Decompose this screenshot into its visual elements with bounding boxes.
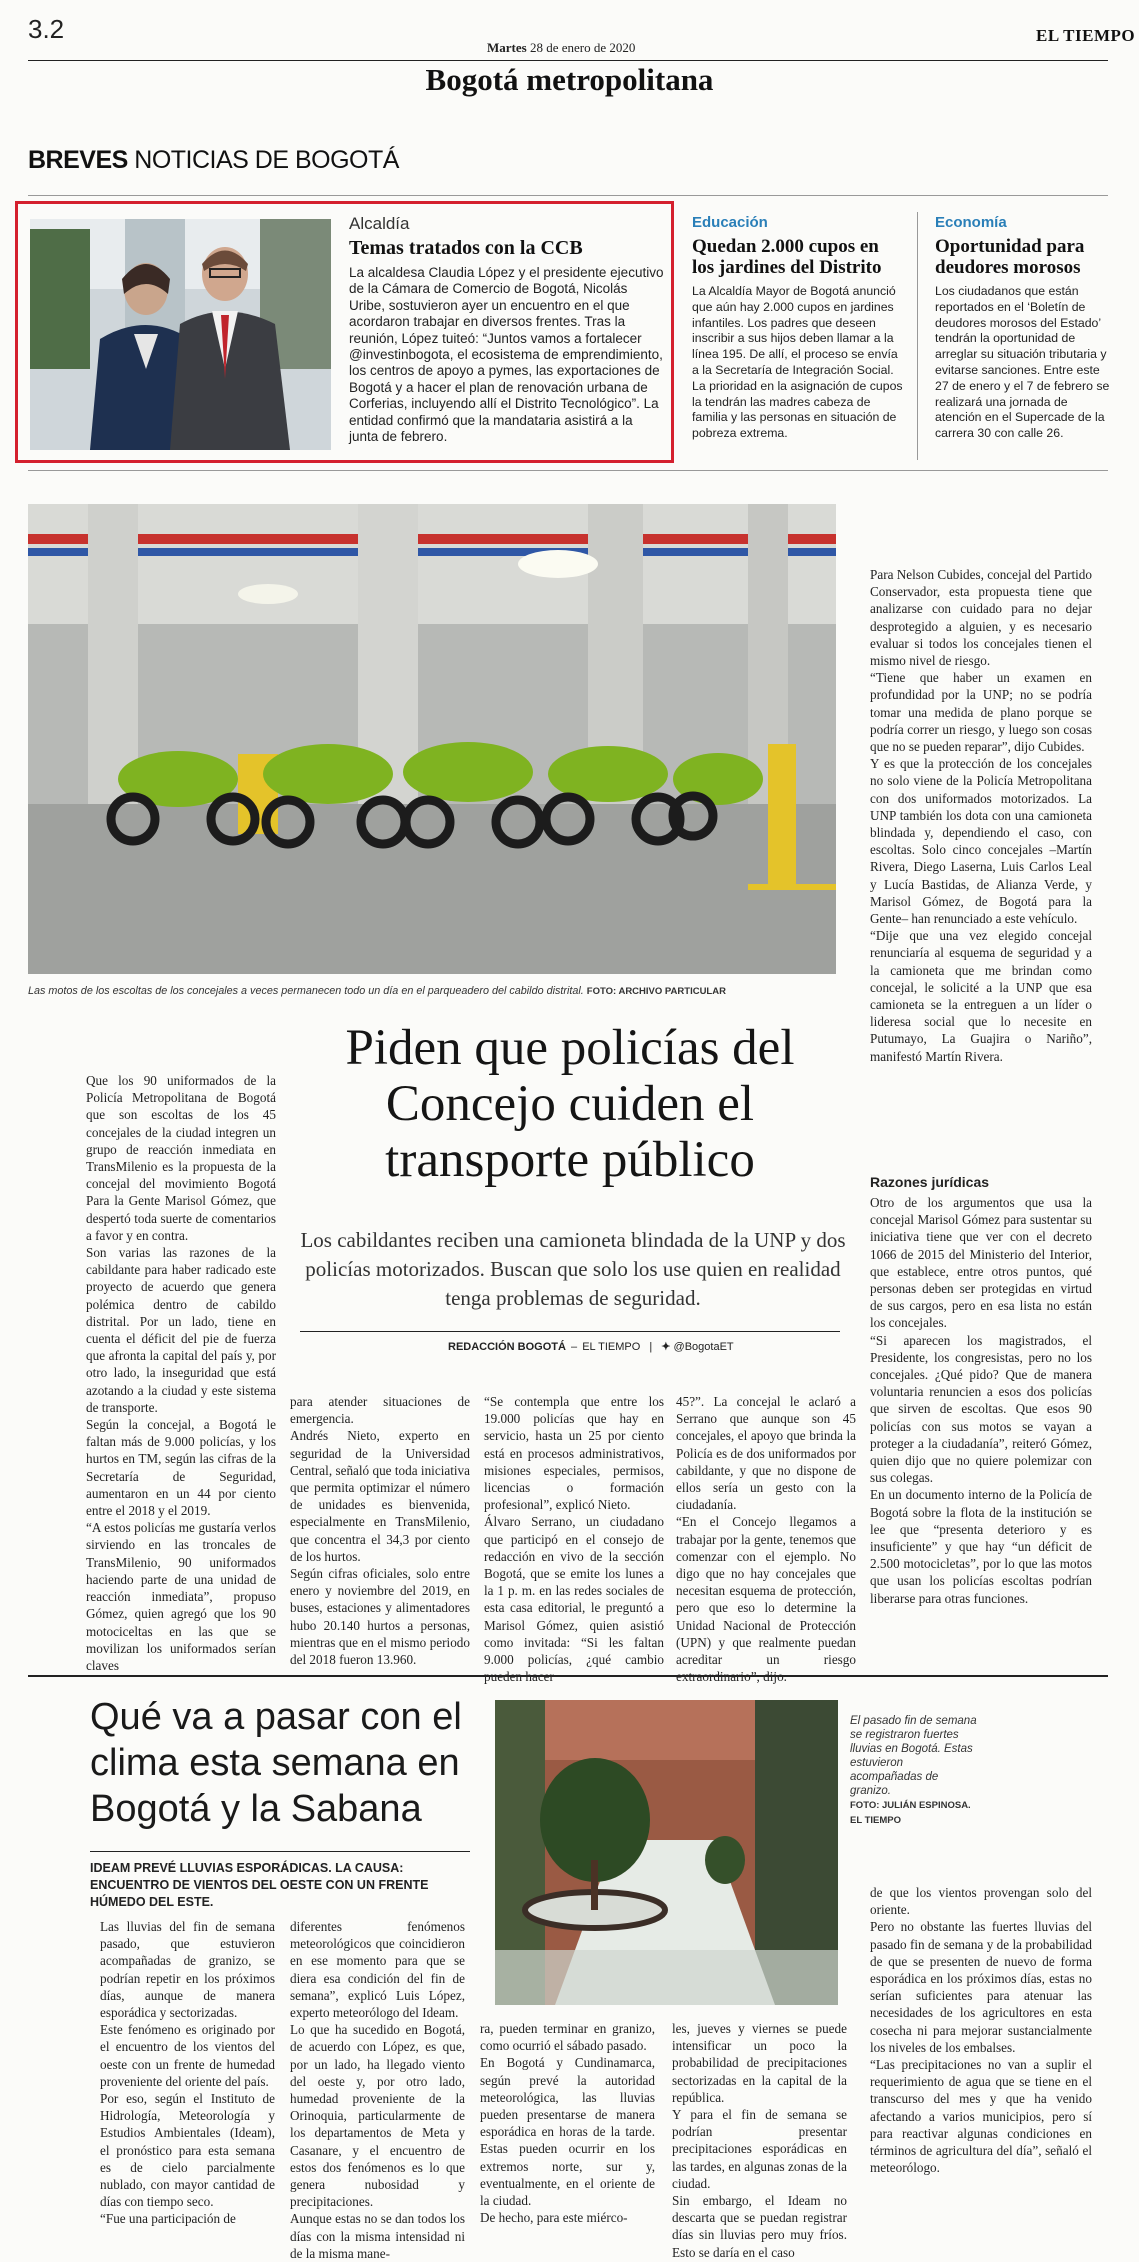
weather-photo-caption-text: El pasado fin de semana se registraron fuertes lluvias en Bogotá. Estas estuvieron acompañadas de granizo.	[850, 1715, 977, 1797]
main-col-d: 45?”. La concejal le aclaró a Serrano que aunque son 45 concejales, el apoyo que brinda la Policía es de dos uniformados por cabildante, y que no dispone de ellos sería un gesto con la ciudadanía. “En el Concejo llegamos a trabajar por la gente, tenemos que comenzar con el ejemplo. No digo que no hay concejales que necesitan esquema de protección, pero que eso lo determine la Unidad Nacional de Protección (UPN) y que realmente puedan acreditar un riesgo	[676, 1394, 856, 1668]
brief-alcaldia-section: Alcaldía	[349, 214, 410, 233]
main-photo-caption-text: Las motos de los escoltas de los concejales a veces permanecen todo un día en el parqueadero del cabildo distrital.	[28, 985, 584, 997]
breves-rule	[28, 195, 1108, 196]
brief-alcaldia-body: La alcaldesa Claudia López y el presidente ejecutivo de la Cámara de Comercio de Bogotá, Nicolás Uribe, sostuvieron ayer un encuentro en el que acordaron trabajar en diversos frentes. Tras la reunión, López tuiteó: “Juntos vamos a fortalecer @investinbogota, el ecosistema de emprendimiento, los centros de apoyo a pymes, las exportaciones de Bogotá y a hacer el plan de renovación urbana de Corferias, incluyendo allí el Distrito Tecnológico”. La entidad confirmó que la mandataria asistirá a la junta de febrero.	[349, 265, 664, 445]
brief-economia-title: Oportunidad para deudores morosos	[935, 236, 1085, 278]
main-col-right-top: Para Nelson Cubides, concejal del Partido Conservador, esta propuesta tiene que analizarse con cuidado para no dejar desprotegido a alguien, y es necesario evaluar si todos los concejales tienen el mismo nivel de riesgo. “Tiene que haber un examen en profundidad por la UNP; no se podría tomar una medida de plano porque se podría correr un riesgo, y luego son cosas que no se pueden reparar”, dijo Cubides. Y es que la protección de los concejales no solo viene de la Policía Metropolitana con dos uniformados motorizados. La UNP también los dota con una camioneta blindada y, dependiendo el caso, con escoltas. Solo cinco concejales –Martín Rivera, Diego Laserna, Luis Carlos Leal y Lucía Bastidas, de Alianza Verde, y Marisol Gómez, de Bogotá para la Gente– han renunciado a este vehículo. “Dije que una vez elegido concejal renunciaría al esquema de seguridad y a la camioneta que me brindan como concejal, le solicité a la UNP que esa camioneta se la entreguen a un líder o lideresa social que lo necesite en Putumayo, La Guajira o Nariño”, manifestó Martín Rivera.	[870, 567, 1092, 1064]
main-col-left: Que los 90 uniformados de la Policía Metropolitana de Bogotá que son escoltas de los 45 concejales de la ciudad integren un grupo de reacción inmediata en TransMilenio es la propuesta de la concejal del movimiento Bogotá Para la Gente Marisol Gómez, que despertó toda suerte de comentarios a favor y en contra. Son varias las razones de la cabildante para haber radicado este proyecto de acuerdo que genera polémica dentro de cabildo distrital. Por un lado, tiene en cuenta el déficit del pie de fuerza que afronta la capital del país y, por otro lado, la inseguridad que está azotando a la ciudad y este sistema de transporte. Según la concejal, a Bogotá le faltan más de 9.000 policías, y los hurtos en TM, según las cifras de la Secretaría de Seguridad, aumentaron en un 44 por ciento entre el 2018 y el 2019. “A estos policías me gustaría verlos sirviendo en las troncales de TransMilenio, 90 uniformados haciendo parte de una unidad de reacción inmediata”, propuso Gómez, quien agregó que los 90 motociceltas en las que se movilizan los uniformados serían claves	[86, 1073, 276, 1673]
byline-rule	[300, 1331, 840, 1332]
main-deck: Los cabildantes reciben una camioneta blindada de la UNP y dos policías motorizados. Buscan que solo los use quien en realidad tenga problemas de seguridad.	[300, 1228, 846, 1310]
brief-educacion-body: La Alcaldía Mayor de Bogotá anunció que aún hay 2.000 cupos en jardines infantiles. Los padres que deseen inscribir a sus hijos deben llamar a la línea 195. De allí, el proceso se envía a la Secretaría de Integración Social. La prioridad en la asignación de cupos la tendrán las madres cabeza de familia y las personas en situación de pobreza extrema.	[692, 284, 903, 441]
twitter-icon: ✦	[661, 1341, 671, 1353]
byline-author: REDACCIÓN BOGOTÁ	[448, 1341, 566, 1353]
brief-alcaldia-photo	[30, 219, 331, 450]
breves-label: BREVES	[28, 146, 128, 174]
issue-date	[487, 40, 635, 56]
weather-photo-credit: FOTO: JULIÁN ESPINOSA. EL TIEMPO	[850, 1800, 971, 1826]
brief-educacion-section: Educación	[692, 214, 768, 231]
brief-educacion-title: Quedan 2.000 cupos en los jardines del Distrito	[692, 236, 882, 278]
motorcycles-photo	[28, 504, 836, 974]
hail-garden-photo-icon	[495, 1700, 838, 2005]
breves-sublabel: NOTICIAS DE BOGOTÁ	[134, 146, 399, 174]
brief-alcaldia-title: Temas tratados con la CCB	[349, 237, 583, 259]
section-title: Bogotá metropolitana	[425, 62, 714, 97]
main-subhead: Razones jurídicas	[870, 1174, 990, 1190]
weather-col-4: les, jueves y viernes se puede intensificar un poco la probabilidad de precipitaciones sectorizadas en la capital de la república. Y para el fin de semana se podrían presentar precipitaciones esporádicas en las tardes, en algunas zonas de la ciudad. Sin embargo, el Ideam no descarta que se puedan registrar días sin lluvias pero muy fríos. Esto se daría en el caso	[672, 2021, 847, 2260]
byline-paper: EL TIEMPO	[582, 1341, 641, 1353]
weather-col-3: ra, pueden terminar en granizo, como ocurrió el sábado pasado. En Bogotá y Cundinamarca, según prevé la autoridad meteorológica, las lluvias pueden presentarse de manera esporádica en horas de la tarde. Estas pueden ocurrir en los extremos norte, sur y, eventualmente, en el oriente de la ciudad. De hecho, para este miérco-	[480, 2021, 655, 2226]
breves-bottom-rule	[28, 470, 1108, 471]
main-photo-caption	[28, 984, 838, 999]
date-rest: 28 de enero de 2020	[529, 40, 636, 55]
masthead-rule	[28, 60, 1108, 61]
main-col-c: “Se contempla que entre los 19.000 policías que hay en servicio, hasta un 25 por ciento está en procesos administrativos, misiones especiales, permisos, licencias o formación profesional”, explicó Nieto. Álvaro Serrano, un ciudadano que participó en el consejo de redacción en vivo de la sección Bogotá, que se emite los lunes a la 1 p. m. en las redes sociales de esta casa editorial, le preguntó a Marisol Gómez, quien asistió como invitada: “Si les faltan 9.000 policías, ¿qué cambio	[484, 1394, 664, 1668]
page-number: 3.2	[28, 14, 65, 44]
weather-photo-caption	[850, 1700, 978, 1828]
brief-economia-section: Economía	[935, 214, 1007, 231]
weather-photo	[495, 1700, 838, 2005]
weather-col-1: Las lluvias del fin de semana pasado, que estuvieron acompañadas de granizo, se podrían repetir en los próximos días, aunque de manera esporádica y sectorizadas. Este fenómeno es originado por el encuentro de los vientos del oeste con un frente de humedad proveniente del oriente del país. Por eso, según el Instituto de Hidrología, Meteorología y Estudios Ambientales (Ideam), el pronóstico para esta semana es de cielo parcialmente nublado, con mayor cantidad de días con tiempo seco. “Fue una participación de	[100, 1919, 275, 2227]
section-rule	[28, 1675, 1108, 1677]
main-headline: Piden que policías del Concejo cuiden el transporte público	[345, 1020, 795, 1188]
meeting-photo-icon	[30, 219, 331, 450]
main-photo-credit: FOTO: ARCHIVO PARTICULAR	[586, 986, 726, 997]
parking-photo-icon	[28, 504, 836, 974]
main-col-right-bottom: Otro de los argumentos que usa la concejal Marisol Gómez para sustentar su iniciativa tiene que ver con el decreto 1066 de 2015 del Ministerio del Interior, que establece, entre otros puntos, qué personas deben ser protegidas en virtud de sus cargos, pero en esa lista no están los concejales. “Si aparecen los magistrados, el Presidente, los congresistas, pero no los concejales. ¿Qué pido? Que de manera voluntaria renuncien a esos dos policías que sirven de escoltas. Que esos 90 policías con sus motos se vayan a proteger a la ciudadanía”, reiteró Gómez, quien dijo que no quiere polemizar con sus colegas. En un documento interno de la Policía de Bogotá sobre la flota de la institución se lee que “presenta deterioro y es insuficiente” y que hay “un déficit de 2.500 motocicletas”, por lo que las motos que usan los policías escoltas podrían liberarse para otras funciones.	[870, 1195, 1092, 1606]
brand-logo: EL TIEMPO	[1036, 26, 1136, 45]
weather-col-5: de que los vientos provengan solo del oriente. Pero no obstante las fuertes lluvias del pasado fin de semana y de la probabilidad de que se presenten de nuevo de forma esporádica en los próximos días, estas no serían suficientes para atenuar las necesidades de los agricultores en esta cosecha ni para mejorar sustancialmente los niveles de los embalses. “Las precipitaciones no van a suplir el requerimiento de agua que se tiene en el transcurso del mes y que ha venido afectando a varios municipios, pero sí para reactivar algunas condiciones en términos de agricultura del día”, señaló el meteorólogo.	[870, 1885, 1092, 2176]
weather-kicker: IDEAM PREVÉ LLUVIAS ESPORÁDICAS. LA CAUSA: ENCUENTRO DE VIENTOS DEL OESTE CON UN FRENTE HÚMEDO DEL ESTE.	[90, 1861, 429, 1909]
breves-header	[28, 146, 399, 175]
main-col-b: para atender situaciones de emergencia. Andrés Nieto, experto en seguridad de la Universidad Central, señaló que toda iniciativa que permita optimizar el número de unidades es bienvenida, especialmente en TransMilenio, que concentra el 34,3 por ciento de los hurtos. Según cifras oficiales, solo entre enero y noviembre del 2019, en buses, estaciones y alimentadores hubo 20.140 hurtos a personas, mientras que en el mismo periodo del 2018 fueron 13.960.	[290, 1394, 470, 1668]
brief-economia-body: Los ciudadanos que están reportados en el ‘Boletín de deudores morosos del Estado’ tendrán la oportunidad de arreglar su situación tributaria y evitarse sanciones. Entre este 27 de enero y el 7 de febrero se realizará una jornada de atención en el Supercade de la carrera 30 con calle 26.	[935, 284, 1110, 441]
byline: REDACCIÓN BOGOTÁ – EL TIEMPO | ✦ @BogotaET	[448, 1341, 734, 1353]
weather-kicker-rule	[90, 1851, 470, 1852]
weather-headline: Qué va a pasar con el clima esta semana en Bogotá y la Sabana	[90, 1696, 462, 1830]
date-day: Martes	[487, 40, 527, 55]
weather-col-2: diferentes fenómenos meteorológicos que coincidieron en ese momento para que se diera esa condición del fin de semana”, explicó Luis López, experto meteorólogo del Ideam. Lo que ha sucedido en Bogotá, de acuerdo con López, es que, por un lado, ha llegado viento del oeste y, por otro lado, humedad proveniente de la Orinoquia, particularmente de los departamentos de Meta y Casanare, y el encuentro de estos dos fenómenos es lo que genera nubosidad y precipitaciones. Aunque estas no se dan todos los días con la misma intensidad ni de la misma mane-	[290, 1919, 465, 2261]
twitter-handle: @BogotaET	[673, 1341, 734, 1353]
breves-divider	[917, 212, 918, 460]
